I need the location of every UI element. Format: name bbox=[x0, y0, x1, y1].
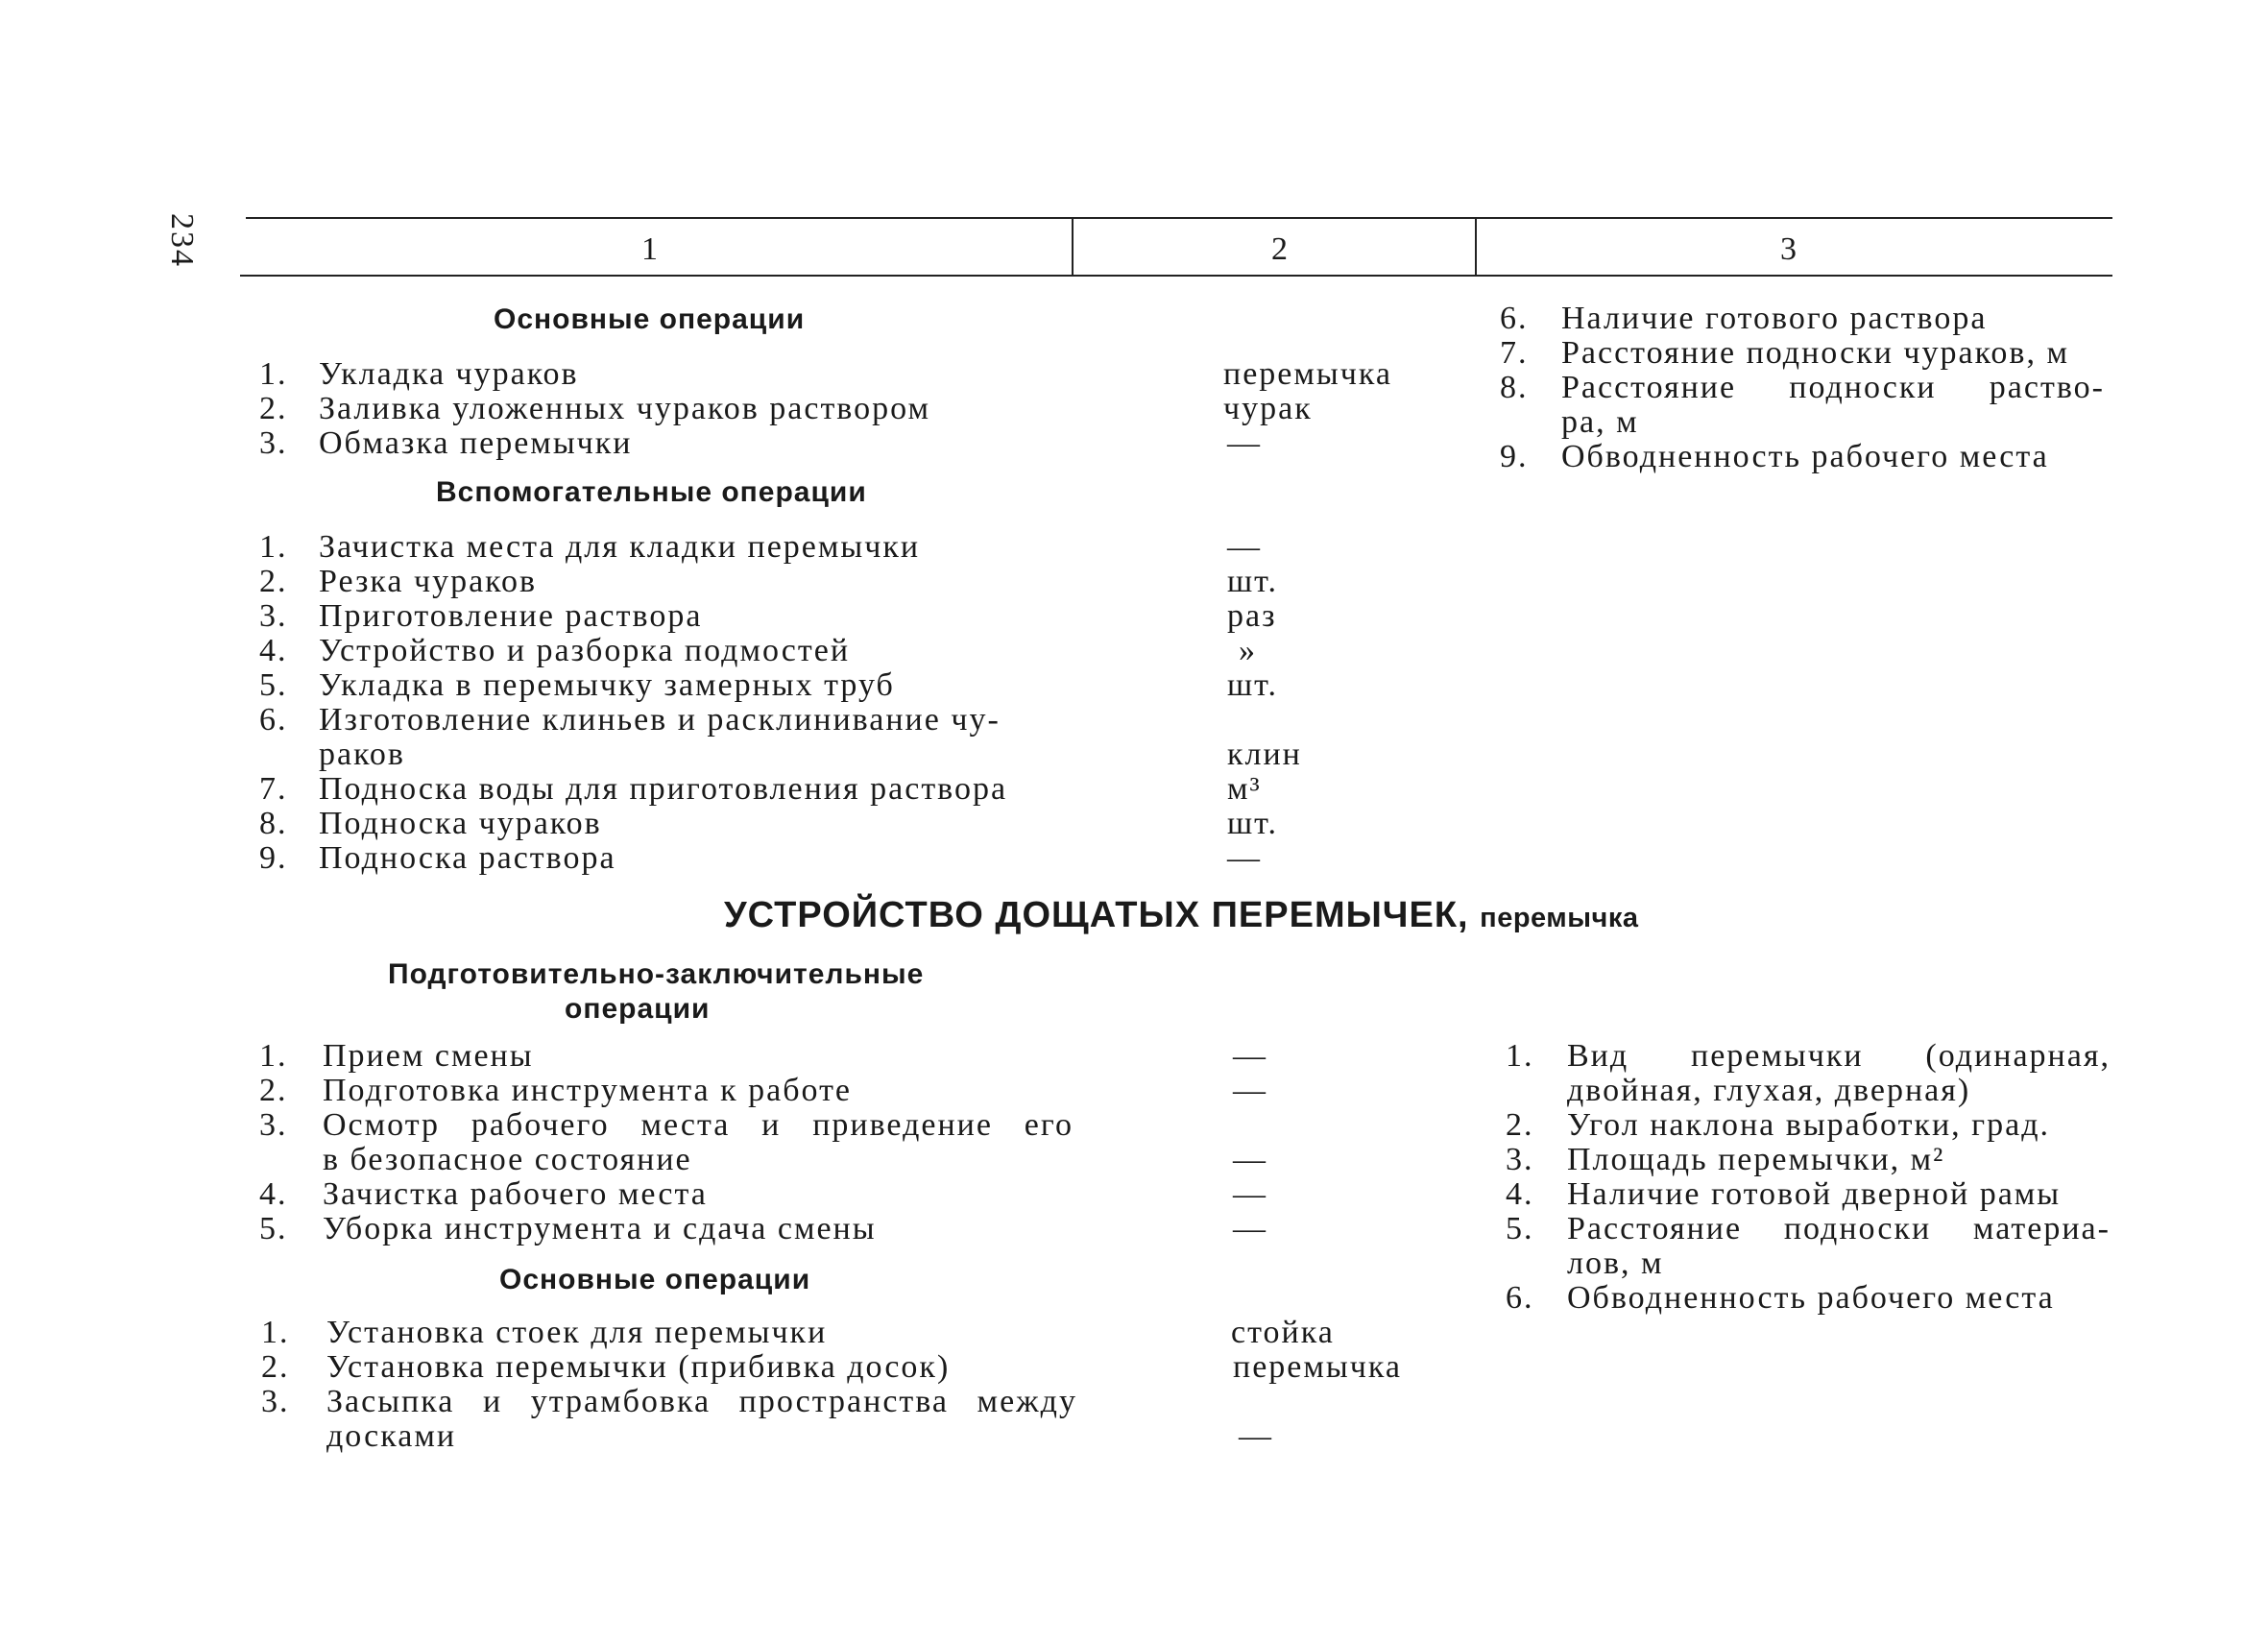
factor-text-continued: лов, м bbox=[1567, 1246, 1664, 1281]
list-item-text: Установка стоек для перемычки bbox=[326, 1315, 828, 1350]
factor-number: 8. bbox=[1500, 370, 1529, 405]
list-item-unit: — bbox=[1227, 840, 1262, 876]
header-divider-2 bbox=[1475, 217, 1477, 275]
factor-text: Обводненность рабочего места bbox=[1561, 439, 2049, 474]
list-item-unit: м³ bbox=[1227, 771, 1262, 807]
list-item-number: 5. bbox=[259, 667, 288, 703]
list-item-text-continued: в безопасное состояние bbox=[323, 1142, 692, 1177]
list-item-unit: раз bbox=[1227, 598, 1277, 634]
justified-word: пространства bbox=[738, 1384, 949, 1419]
list-item-number: 2. bbox=[259, 1073, 288, 1108]
list-item-text: Изготовление клиньев и расклинивание чу- bbox=[319, 702, 1001, 738]
list-item-text: Укладка чураков bbox=[319, 356, 579, 392]
list-item-text: Зачистка рабочего места bbox=[323, 1176, 708, 1212]
justified-word: и bbox=[761, 1107, 782, 1143]
list-item-number: 3. bbox=[261, 1384, 290, 1419]
factor-number: 4. bbox=[1506, 1176, 1534, 1212]
list-item-number: 3. bbox=[259, 425, 288, 461]
list-item-number: 4. bbox=[259, 633, 288, 668]
list-item-unit: — bbox=[1233, 1073, 1267, 1108]
factor-number: 3. bbox=[1506, 1142, 1534, 1177]
list-item-text: Приготовление раствора bbox=[319, 598, 703, 634]
list-item-unit: чурак bbox=[1223, 391, 1313, 426]
list-item-unit: — bbox=[1233, 1176, 1267, 1212]
factor-text: Наличие готовой дверной рамы bbox=[1567, 1176, 2062, 1212]
factor-text-continued: двойная, глухая, дверная) bbox=[1567, 1073, 1971, 1108]
section-title bbox=[724, 895, 1638, 936]
factor-number: 2. bbox=[1506, 1107, 1534, 1143]
list-item-text: Устройство и разборка подмостей bbox=[319, 633, 851, 668]
header-col-1: 1 bbox=[641, 231, 660, 267]
justified-word: материа- bbox=[1972, 1211, 2111, 1246]
list-item-text-justified bbox=[323, 1108, 1074, 1143]
justified-word: (одинарная, bbox=[1925, 1038, 2111, 1074]
list-item-unit: перемычка bbox=[1223, 356, 1392, 392]
justified-word: между bbox=[977, 1384, 1077, 1419]
justified-word: подноски bbox=[1783, 1211, 1932, 1246]
justified-word: Засыпка bbox=[326, 1384, 455, 1419]
list-item-text: Укладка в перемычку замерных труб bbox=[319, 667, 895, 703]
list-item-unit: — bbox=[1233, 1211, 1267, 1246]
list-item-number: 7. bbox=[259, 771, 288, 807]
list-item-unit: шт. bbox=[1227, 667, 1278, 703]
s2-main-ops-heading: Основные операции bbox=[499, 1264, 811, 1295]
list-item-number: 9. bbox=[259, 840, 288, 876]
factor-text-justified bbox=[1567, 1212, 2111, 1246]
justified-word: Осмотр bbox=[323, 1107, 440, 1143]
justified-word: его bbox=[1024, 1107, 1074, 1143]
list-item-number: 2. bbox=[259, 391, 288, 426]
list-item-number: 4. bbox=[259, 1176, 288, 1212]
justified-word: и bbox=[482, 1384, 503, 1419]
justified-word: рабочего bbox=[470, 1107, 610, 1143]
list-item-text: Прием смены bbox=[323, 1038, 534, 1074]
factor-text: Угол наклона выработки, град. bbox=[1567, 1107, 2051, 1143]
factor-text-continued: ра, м bbox=[1561, 404, 1639, 440]
list-item-text: Обмазка перемычки bbox=[319, 425, 633, 461]
justified-word: Вид bbox=[1567, 1038, 1629, 1074]
factor-number: 5. bbox=[1506, 1211, 1534, 1246]
factor-text-justified bbox=[1561, 371, 2105, 405]
header-divider-1 bbox=[1072, 217, 1074, 275]
list-item-text: Уборка инструмента и сдача смены bbox=[323, 1211, 877, 1246]
list-item-number: 6. bbox=[259, 702, 288, 738]
list-item-unit: — bbox=[1227, 529, 1262, 565]
list-item-number: 3. bbox=[259, 598, 288, 634]
s1-aux-ops-heading: Вспомогательные операции bbox=[436, 476, 867, 508]
list-item-unit: — bbox=[1239, 1418, 1273, 1454]
factor-number: 6. bbox=[1500, 301, 1529, 336]
list-item-unit: шт. bbox=[1227, 564, 1278, 599]
list-item-number: 8. bbox=[259, 806, 288, 841]
list-item-unit: — bbox=[1233, 1142, 1267, 1177]
list-item-text: Подноска воды для приготовления раствора bbox=[319, 771, 1008, 807]
header-top-rule bbox=[246, 217, 2112, 219]
justified-word: утрамбовка bbox=[530, 1384, 712, 1419]
list-item-text: Подготовка инструмента к работе bbox=[323, 1073, 853, 1108]
justified-word: подноски bbox=[1789, 370, 1937, 405]
list-item-number: 3. bbox=[259, 1107, 288, 1143]
list-item-number: 1. bbox=[261, 1315, 290, 1350]
list-item-text: Зачистка места для кладки перемычки bbox=[319, 529, 921, 565]
justified-word: места bbox=[640, 1107, 731, 1143]
factor-number: 1. bbox=[1506, 1038, 1534, 1074]
factor-text: Наличие готового раствора bbox=[1561, 301, 1988, 336]
list-item-unit: перемычка bbox=[1233, 1349, 1402, 1385]
list-item-number: 1. bbox=[259, 1038, 288, 1074]
s2-prep-heading-line1: Подготовительно-заключительные bbox=[388, 958, 925, 990]
justified-word: Расстояние bbox=[1567, 1211, 1743, 1246]
list-item-text: Подноска раствора bbox=[319, 840, 616, 876]
list-item-text: Заливка уложенных чураков раствором bbox=[319, 391, 930, 426]
list-item-number: 2. bbox=[259, 564, 288, 599]
s1-main-ops-heading: Основные операции bbox=[494, 303, 806, 335]
justified-word: перемычки bbox=[1691, 1038, 1864, 1074]
list-item-unit: — bbox=[1233, 1038, 1267, 1074]
list-item-unit: клин bbox=[1227, 737, 1302, 772]
list-item-unit: стойка bbox=[1231, 1315, 1335, 1350]
header-col-2: 2 bbox=[1271, 231, 1290, 267]
justified-word: приведение bbox=[812, 1107, 993, 1143]
factor-number: 9. bbox=[1500, 439, 1529, 474]
factor-text-justified bbox=[1567, 1039, 2111, 1074]
section-title-text: УСТРОЙСТВО ДОЩАТЫХ ПЕРЕМЫЧЕК, bbox=[724, 895, 1469, 935]
list-item-unit: — bbox=[1227, 425, 1262, 461]
list-item-unit: » bbox=[1239, 633, 1257, 668]
factor-number: 6. bbox=[1506, 1280, 1534, 1316]
list-item-number: 2. bbox=[261, 1349, 290, 1385]
section-title-unit: перемычка bbox=[1480, 903, 1639, 933]
list-item-text: Подноска чураков bbox=[319, 806, 602, 841]
list-item-unit: шт. bbox=[1227, 806, 1278, 841]
factor-number: 7. bbox=[1500, 335, 1529, 371]
s2-prep-heading-line2: операции bbox=[565, 993, 711, 1025]
header-bottom-rule bbox=[240, 275, 2112, 277]
list-item-text-continued: досками bbox=[326, 1418, 457, 1454]
list-item-text-justified bbox=[326, 1385, 1077, 1419]
list-item-number: 1. bbox=[259, 356, 288, 392]
list-item-text: Резка чураков bbox=[319, 564, 538, 599]
factor-text: Расстояние подноски чураков, м bbox=[1561, 335, 2069, 371]
justified-word: раство- bbox=[1989, 370, 2105, 405]
justified-word: Расстояние bbox=[1561, 370, 1737, 405]
page-number: 234 bbox=[164, 213, 200, 268]
list-item-text: Установка перемычки (прибивка досок) bbox=[326, 1349, 951, 1385]
list-item-number: 1. bbox=[259, 529, 288, 565]
factor-text: Обводненность рабочего места bbox=[1567, 1280, 2055, 1316]
factor-text: Площадь перемычки, м² bbox=[1567, 1142, 1945, 1177]
header-col-3: 3 bbox=[1780, 231, 1798, 267]
list-item-number: 5. bbox=[259, 1211, 288, 1246]
list-item-text-continued: раков bbox=[319, 737, 405, 772]
